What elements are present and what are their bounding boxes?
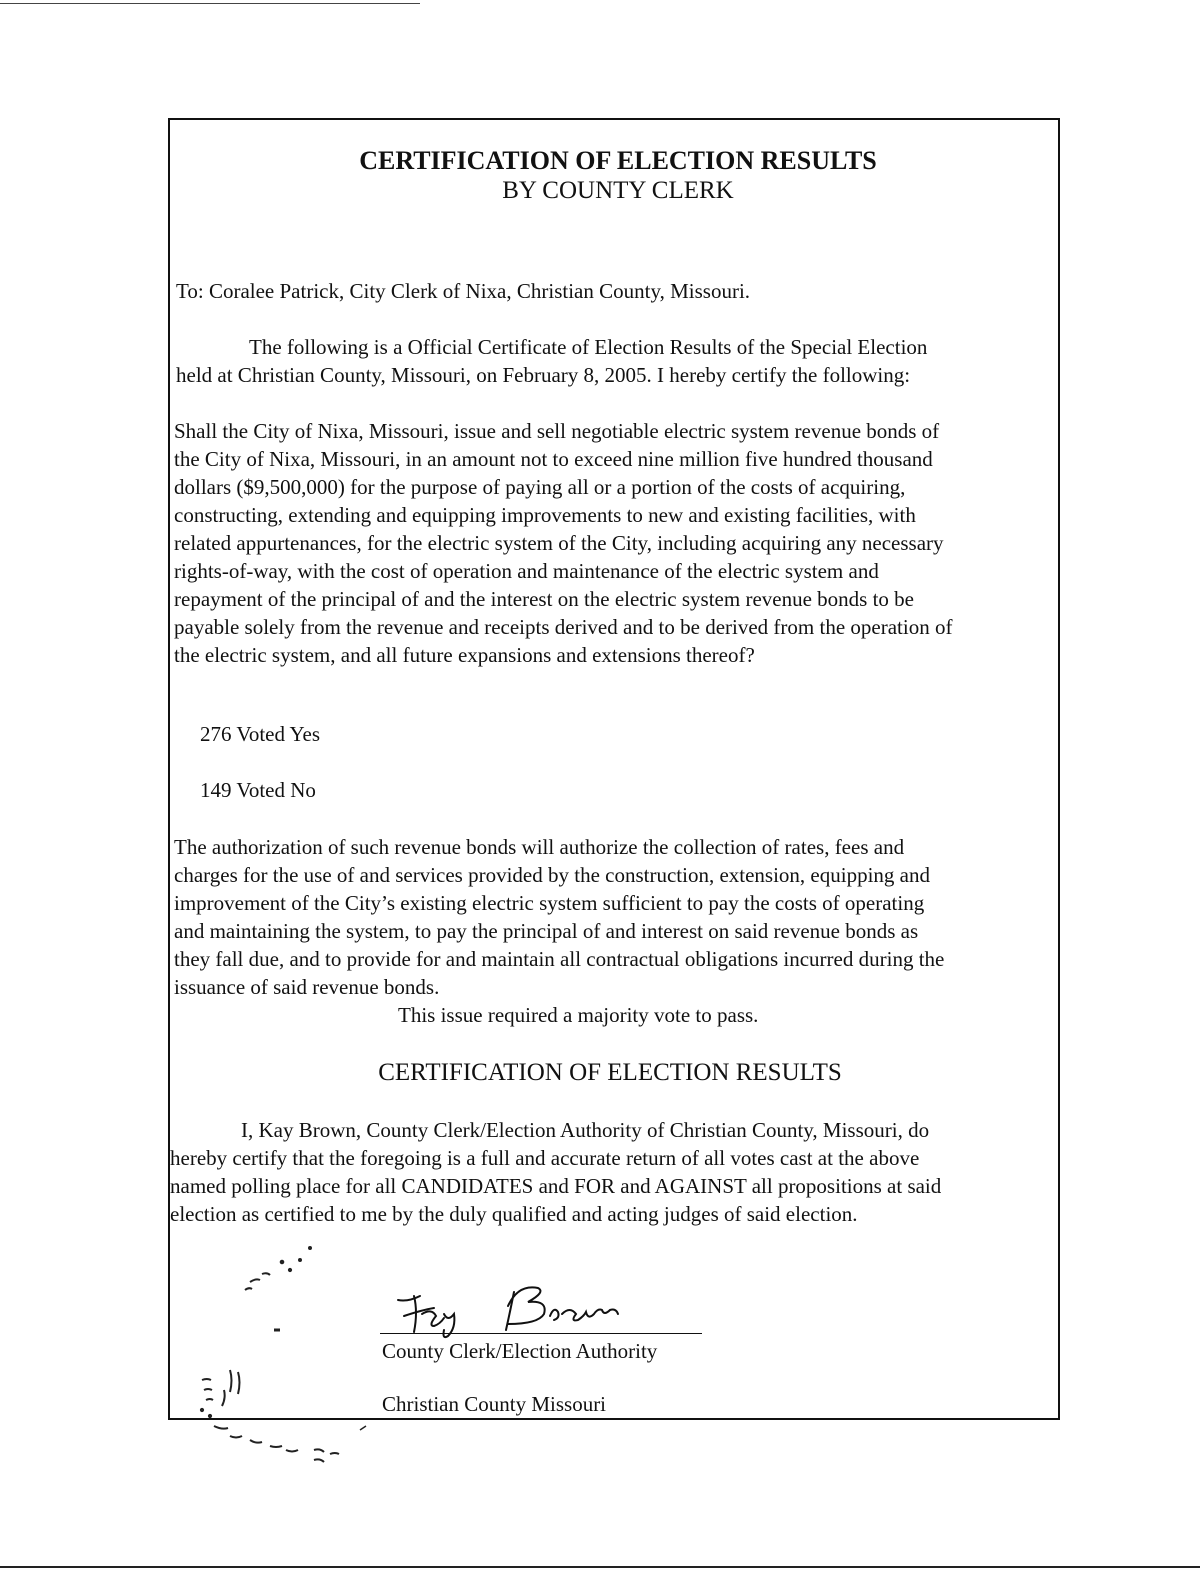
ballot-question xyxy=(174,417,1064,669)
certificate-header xyxy=(168,146,1068,206)
handwritten-signature-icon xyxy=(390,1276,650,1346)
certification-line-3: named polling place for all CANDIDATES and FOR and AGAINST all propositions at said xyxy=(170,1174,942,1198)
signatory-title: County Clerk/Election Authority xyxy=(382,1339,658,1363)
scan-edge-top xyxy=(0,3,420,4)
certification-heading: CERTIFICATION OF ELECTION RESULTS xyxy=(378,1059,842,1086)
intro-line-1: The following is a Official Certificate of Election Results of the Special Election xyxy=(249,335,928,359)
authorization-line: The authorization of such revenue bonds will authorize the collection of rates, fees and xyxy=(174,835,905,859)
certificate-subtitle: BY COUNTY CLERK xyxy=(502,177,734,204)
question-line: Shall the City of Nixa, Missouri, issue and sell negotiable electric system revenue bonds of xyxy=(174,419,940,443)
question-line: the electric system, and all future expansions and extensions thereof? xyxy=(174,643,755,667)
authorization-line: charges for the use of and services provided by the construction, extension, equipping and xyxy=(174,863,930,887)
certificate-title: CERTIFICATION OF ELECTION RESULTS xyxy=(359,146,877,175)
votes-yes: 276 Voted Yes xyxy=(200,722,321,746)
authorization-line: issuance of said revenue bonds. xyxy=(174,975,440,999)
votes-no: 149 Voted No xyxy=(200,778,316,802)
authorization-line: and maintaining the system, to pay the principal of and interest on said revenue bonds as xyxy=(174,919,919,943)
authorization-paragraph xyxy=(174,833,1064,1001)
embossed-seal-icon xyxy=(190,1240,370,1470)
signature-line xyxy=(380,1333,702,1334)
question-line: the City of Nixa, Missouri, in an amount not to exceed nine million five hundred thousand xyxy=(174,447,933,471)
majority-note: This issue required a majority vote to pass. xyxy=(398,1003,759,1027)
signatory-county: Christian County Missouri xyxy=(382,1392,607,1416)
certification-line-2: hereby certify that the foregoing is a full and accurate return of all votes cast at the above xyxy=(170,1146,920,1170)
authorization-line: improvement of the City’s existing electric system sufficient to pay the costs of operating xyxy=(174,891,925,915)
certification-line-4: election as certified to me by the duly qualified and acting judges of said election. xyxy=(170,1202,858,1226)
authorization-line: they fall due, and to provide for and maintain all contractual obligations incurred during the xyxy=(174,947,945,971)
question-line: dollars ($9,500,000) for the purpose of paying all or a portion of the costs of acquiring, xyxy=(174,475,906,499)
question-line: payable solely from the revenue and receipts derived and to be derived from the operation of xyxy=(174,615,953,639)
question-line: constructing, extending and equipping improvements to new and existing facilities, with xyxy=(174,503,916,527)
question-line: repayment of the principal of and the interest on the electric system revenue bonds to be xyxy=(174,587,914,611)
question-line: related appurtenances, for the electric system of the City, including acquiring any necessary xyxy=(174,531,944,555)
scan-edge-bottom xyxy=(0,1566,1200,1568)
certification-line-1: I, Kay Brown, County Clerk/Election Authority of Christian County, Missouri, do xyxy=(241,1118,930,1142)
intro-line-2: held at Christian County, Missouri, on February 8, 2005. I hereby certify the following: xyxy=(176,363,911,387)
question-line: rights-of-way, with the cost of operation and maintenance of the electric system and xyxy=(174,559,879,583)
addressee-line: To: Coralee Patrick, City Clerk of Nixa, Christian County, Missouri. xyxy=(176,279,751,303)
